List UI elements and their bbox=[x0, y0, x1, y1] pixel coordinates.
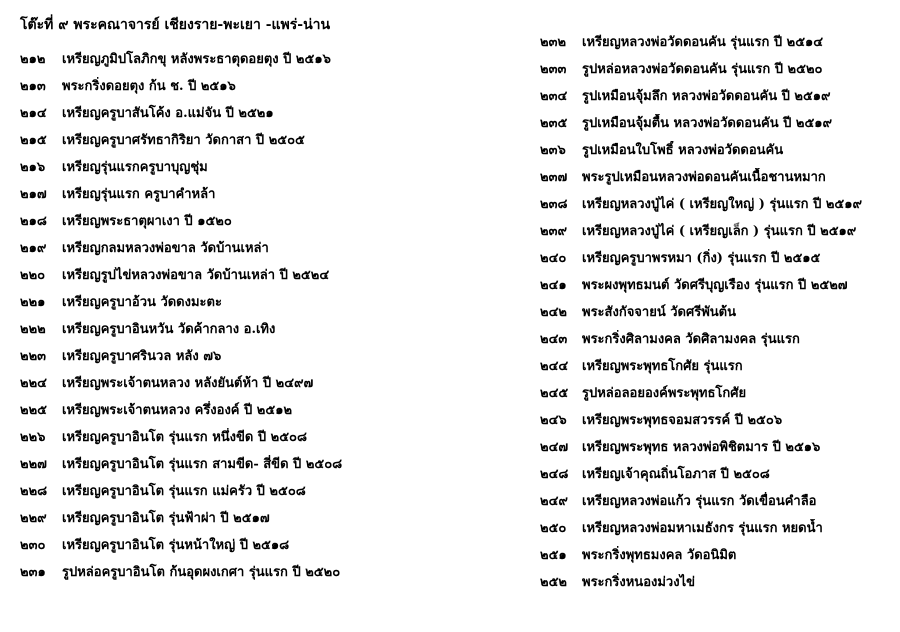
item-text: รูปเหมือนจุ้มลึก หลวงพ่อวัดดอนคัน ปี ๒๕๑๙ bbox=[582, 89, 831, 104]
item-text: เหรียญครูบาอินโต รุ่นแรก แม่ครัว ปี ๒๕๐๘ bbox=[62, 484, 306, 499]
item-text: เหรียญครูบาอินโต รุ่นหน้าใหญ่ ปี ๒๕๑๘ bbox=[62, 538, 290, 553]
list-item bbox=[540, 33, 895, 60]
item-text: เหรียญครูบาอินหวัน วัดค้ากลาง อ.เทิง bbox=[62, 322, 276, 337]
list-item bbox=[540, 141, 895, 168]
item-text: พระผงพุทธมนต์ วัดศรีบุญเรือง รุ่นแรก ปี ๒๕๒๗ bbox=[582, 278, 848, 293]
item-text: เหรียญหลวงพ่อวัดดอนคัน รุ่นแรก ปี ๒๕๑๔ bbox=[582, 35, 824, 50]
item-number: ๒๒๐ bbox=[20, 268, 46, 283]
list-item bbox=[20, 212, 525, 239]
item-text: เหรียญพระพุทธ หลวงพ่อพิชิตมาร ปี ๒๕๑๖ bbox=[582, 440, 821, 455]
item-text: เหรียญหลวงปู่ไค่ ( เหรียญเล็ก ) รุ่นแรก ปี ๒๕๑๙ bbox=[582, 224, 857, 239]
item-text: เหรียญเจ้าคุณถิ่นโอภาส ปี ๒๕๐๘ bbox=[582, 467, 770, 482]
item-number: ๒๒๕ bbox=[20, 403, 47, 418]
item-number: ๒๑๗ bbox=[20, 187, 47, 202]
list-item bbox=[540, 195, 895, 222]
list-item bbox=[20, 401, 525, 428]
item-number: ๒๔๖ bbox=[540, 413, 567, 428]
list-item bbox=[540, 87, 895, 114]
list-item bbox=[20, 131, 525, 158]
item-text: เหรียญครูบาอินโต รุ่นฟ้าผ่า ปี ๒๕๑๗ bbox=[62, 511, 270, 526]
list-item bbox=[20, 239, 525, 266]
item-number: ๒๒๗ bbox=[20, 457, 47, 472]
item-number: ๒๑๘ bbox=[20, 214, 47, 229]
item-text: พระกริ่งหนองม่วงไข่ bbox=[582, 575, 695, 590]
item-number: ๒๔๗ bbox=[540, 440, 569, 455]
item-text: รูปเหมือนใบโพธิ์ หลวงพ่อวัดดอนคัน bbox=[582, 143, 784, 158]
item-number: ๒๒๔ bbox=[20, 376, 47, 391]
item-text: เหรียญพระเจ้าตนหลวง ครึ่งองค์ ปี ๒๕๑๒ bbox=[62, 403, 293, 418]
list-item bbox=[20, 320, 525, 347]
item-text: เหรียญพระธาตุผาเงา ปี ๑๕๒๐ bbox=[62, 214, 232, 229]
item-number: ๒๓๙ bbox=[540, 224, 567, 239]
item-number: ๒๕๑ bbox=[540, 548, 567, 563]
item-text: เหรียญครูบาอินโต รุ่นแรก หนึ่งขีด ปี ๒๕๐๘ bbox=[62, 430, 308, 445]
item-number: ๒๑๔ bbox=[20, 106, 47, 121]
item-text: รูปหล่อลอยองค์พระพุทธโกศัย bbox=[582, 386, 747, 401]
list-item bbox=[540, 249, 895, 276]
list-item bbox=[20, 374, 525, 401]
list-item bbox=[540, 546, 895, 573]
list-item bbox=[540, 519, 895, 546]
item-text: รูปหล่อหลวงพ่อวัดดอนคัน รุ่นแรก ปี ๒๕๒๐ bbox=[582, 62, 823, 77]
item-number: ๒๔๘ bbox=[540, 467, 569, 482]
item-number: ๒๒๒ bbox=[20, 322, 46, 337]
list-item bbox=[540, 357, 895, 384]
item-text: เหรียญหลวงปู่ไค่ ( เหรียญใหญ่ ) รุ่นแรก ปี ๒๕๑๙ bbox=[582, 197, 863, 212]
item-number: ๒๓๐ bbox=[20, 538, 46, 553]
item-text: พระกริ่งพุทธมงคล วัดอนิมิต bbox=[582, 548, 737, 563]
item-number: ๒๒๖ bbox=[20, 430, 46, 445]
item-number: ๒๒๙ bbox=[20, 511, 47, 526]
item-number: ๒๔๙ bbox=[540, 494, 568, 509]
item-number: ๒๓๔ bbox=[540, 89, 568, 104]
item-number: ๒๔๒ bbox=[540, 305, 567, 320]
item-number: ๒๒๑ bbox=[20, 295, 46, 310]
item-text: เหรียญภูมิปโลภิกขุ หลังพระธาตุดอยตุง ปี ๒๕๑๖ bbox=[62, 52, 331, 67]
item-number: ๒๕๒ bbox=[540, 575, 567, 590]
item-text: เหรียญพระเจ้าตนหลวง หลังยันต์ห้า ปี ๒๔๙๗ bbox=[62, 376, 314, 391]
list-item bbox=[20, 50, 525, 77]
item-text: พระสังกัจจายน์ วัดศรีพันต้น bbox=[582, 305, 737, 320]
list-item bbox=[20, 428, 525, 455]
list-item bbox=[540, 330, 895, 357]
item-number: ๒๓๑ bbox=[20, 565, 46, 580]
item-number: ๒๓๓ bbox=[540, 62, 567, 77]
item-text: พระกริ่งศิลามงคล วัดศิลามงคล รุ่นแรก bbox=[582, 332, 800, 347]
list-item bbox=[20, 455, 525, 482]
list-item bbox=[20, 104, 525, 131]
list-item bbox=[540, 438, 895, 465]
list-item bbox=[20, 158, 525, 185]
list-item bbox=[540, 222, 895, 249]
item-number: ๒๑๙ bbox=[20, 241, 47, 256]
item-number: ๒๑๖ bbox=[20, 160, 46, 175]
item-text: พระรูปเหมือนหลวงพ่อดอนคันเนื้อชานหมาก bbox=[582, 170, 826, 185]
list-item bbox=[20, 293, 525, 320]
list-item bbox=[20, 77, 525, 104]
item-number: ๒๕๐ bbox=[540, 521, 567, 536]
item-number: ๒๔๔ bbox=[540, 359, 569, 374]
list-item bbox=[540, 465, 895, 492]
item-text: เหรียญรุ่นแรกครูบาบุญชุ่ม bbox=[62, 160, 208, 175]
item-text: รูปเหมือนจุ้มตื้น หลวงพ่อวัดดอนคัน ปี ๒๕๑๙ bbox=[582, 116, 833, 131]
item-number: ๒๑๓ bbox=[20, 79, 46, 94]
item-text: เหรียญรุ่นแรก ครูบาคำหล้า bbox=[62, 187, 216, 202]
list-item bbox=[540, 411, 895, 438]
item-text: พระกริ่งดอยตุง ก้น ช. ปี ๒๕๑๖ bbox=[62, 79, 236, 94]
list-item bbox=[540, 60, 895, 87]
list-item bbox=[20, 266, 525, 293]
item-number: ๒๒๓ bbox=[20, 349, 47, 364]
list-item bbox=[540, 492, 895, 519]
item-number: ๒๔๕ bbox=[540, 386, 569, 401]
item-text: เหรียญกลมหลวงพ่อขาล วัดบ้านเหล่า bbox=[62, 241, 269, 256]
item-text: เหรียญหลวงพ่อมหาเมธังกร รุ่นแรก หยดน้ำ bbox=[582, 521, 823, 536]
list-item bbox=[540, 168, 895, 195]
item-text: เหรียญครูบาพรหมา (กิ่ง) รุ่นแรก ปี ๒๕๑๕ bbox=[582, 251, 821, 266]
item-number: ๒๓๗ bbox=[540, 170, 568, 185]
item-text: เหรียญรูปไข่หลวงพ่อขาล วัดบ้านเหล่า ปี ๒๕๒๔ bbox=[62, 268, 330, 283]
item-number: ๒๓๘ bbox=[540, 197, 568, 212]
list-item bbox=[20, 482, 525, 509]
item-number: ๒๑๕ bbox=[20, 133, 47, 148]
item-text: เหรียญครูบาศรัทธากิริยา วัดกาสา ปี ๒๕๐๕ bbox=[62, 133, 305, 148]
list-item bbox=[540, 573, 895, 600]
list-item bbox=[540, 276, 895, 303]
item-text: รูปหล่อครูบาอินโต ก้นอุดผงเกศา รุ่นแรก ปี ๒๕๒๐ bbox=[62, 565, 341, 580]
left-item-list bbox=[20, 50, 525, 590]
page-heading: โต๊ะที่ ๙ พระคณาจารย์ เชียงราย-พะเยา -แพร่-น่าน bbox=[20, 17, 331, 33]
list-item bbox=[540, 114, 895, 141]
right-item-list bbox=[540, 33, 895, 600]
item-number: ๒๒๘ bbox=[20, 484, 48, 499]
item-text: เหรียญครูบาอินโต รุ่นแรก สามขีด- สี่ขีด ปี ๒๕๐๘ bbox=[62, 457, 343, 472]
list-item bbox=[20, 185, 525, 212]
item-text: เหรียญครูบาอ้วน วัดดงมะตะ bbox=[62, 295, 222, 310]
item-number: ๒๔๑ bbox=[540, 278, 567, 293]
list-item bbox=[20, 347, 525, 374]
list-item bbox=[540, 384, 895, 411]
list-item bbox=[20, 563, 525, 590]
item-number: ๒๓๒ bbox=[540, 35, 567, 50]
item-text: เหรียญพระพุทธโกศัย รุ่นแรก bbox=[582, 359, 743, 374]
item-number: ๒๔๐ bbox=[540, 251, 567, 266]
list-item bbox=[20, 536, 525, 563]
item-number: ๒๓๖ bbox=[540, 143, 566, 158]
item-text: เหรียญหลวงพ่อแก้ว รุ่นแรก วัดเขื่อนคำลือ bbox=[582, 494, 817, 509]
item-number: ๒๑๒ bbox=[20, 52, 46, 67]
item-number: ๒๓๕ bbox=[540, 116, 568, 131]
list-item bbox=[20, 509, 525, 536]
item-text: เหรียญพระพุทธจอมสวรรค์ ปี ๒๕๐๖ bbox=[582, 413, 783, 428]
item-text: เหรียญครูบาสันโค้ง อ.แม่จัน ปี ๒๕๒๑ bbox=[62, 106, 274, 121]
item-text: เหรียญครูบาศรินวล หลัง ๗๖ bbox=[62, 349, 222, 364]
list-item bbox=[540, 303, 895, 330]
item-number: ๒๔๓ bbox=[540, 332, 568, 347]
